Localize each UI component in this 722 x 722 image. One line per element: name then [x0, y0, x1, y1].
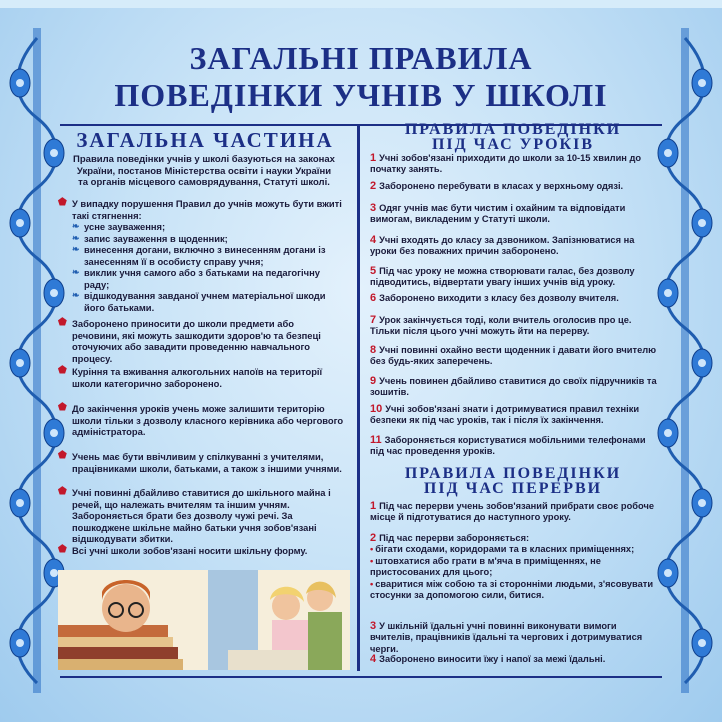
- break-forbidden-item: • сваритися між собою та зі сторонніми людьми, з'ясовувати стосунки за допомогою сили, битися.: [370, 578, 654, 601]
- bottom-divider: [60, 676, 662, 678]
- column-divider: [357, 126, 360, 671]
- lesson-rule: 7 Урок закінчується тоді, коли вчитель оголосив про це. Тільки після цього учні можуть йти на перерву.: [370, 314, 632, 337]
- break-rule: 4 Заборонено виносити їжу і напої за межі їдальні.: [370, 653, 606, 665]
- general-rule-3: ⬟ Куріння та вживання алкогольних напоїв на території школи категорично заборонено.: [58, 365, 323, 389]
- lesson-rule: 9 Учень повинен дбайливо ставитися до своїх підручників та зошитів.: [370, 375, 657, 398]
- lesson-rule: 4 Учні входять до класу за дзвоником. Запізнюватися на уроки без поважних причин заборонено.: [370, 234, 635, 257]
- poster-title-line2: ПОВЕДІНКИ УЧНІВ У ШКОЛІ: [114, 77, 608, 113]
- lesson-rule: 5 Під час уроку не можна створювати галас, без дозволу підводитись, відвертати увагу інших учнів від уроку.: [370, 265, 635, 288]
- breaks-heading-line2: ПІД ЧАС ПЕРЕРВИ: [423, 480, 603, 497]
- break-forbidden-item: • штовхатися або грати в м'яча в приміщеннях, не пристосованих для цього;: [370, 555, 601, 578]
- lesson-rule: 1 Учні зобов'язані приходити до школи за 10-15 хвилин до початку занять.: [370, 152, 642, 175]
- lesson-rule: 6 Заборонено виходити з класу без дозволу вчителя.: [370, 292, 619, 304]
- penalties-lead: У випадку порушення Правил до учнів можуть бути вжиті такі стягнення:: [72, 198, 342, 221]
- penalty-item: ❧ відшкодування завданої учнем матеріальної шкоди його батьками.: [72, 290, 326, 313]
- right-ornament: [654, 28, 716, 693]
- leaf-icon: ❧: [72, 290, 80, 300]
- leaf-icon: ❧: [72, 221, 80, 231]
- general-rule-6: ⬟ Учні повинні дбайливо ставитися до шкільного майна і речей, що належать вчителям та іншим учням. Забороняється брати без дозволу чужі речі. За пошкоджене шкільне майно батьки учня зобов'язані відшкодувати збитки.: [58, 486, 331, 544]
- general-intro: Правила поведінки учнів у школі базуються на законах України, постанов Міністерства освіти і науки України та органів місцевого самоврядування, Статуті школі.: [73, 154, 335, 188]
- students-photo: [58, 570, 350, 670]
- general-section-heading: ЗАГАЛЬНА ЧАСТИНА: [76, 128, 334, 152]
- penalty-item: ❧ запис зауваження в щоденник;: [72, 232, 228, 244]
- lesson-rule: 11 Забороняється користуватися мобільними телефонами під час проведення уроків.: [370, 434, 646, 457]
- red-gem-icon: ⬟: [58, 486, 67, 497]
- breaks-heading-line1: ПРАВИЛА ПОВЕДІНКИ: [404, 465, 622, 482]
- lessons-section-heading: [368, 122, 658, 152]
- break-rule: 1 Під час перерви учень зобов'язаний прибрати своє робоче місце й підготуватися до наступного уроку.: [370, 500, 655, 523]
- break-rule: 2 Під час перерви забороняється: • бігати сходами, коридорами та в класних приміщеннях; • штовхатися або грати в м'яча в приміщеннях, не пристосованих для цього; • сваритися між собою та зі сторонніми людьми, з'ясовувати стосунки за допомогою сили, битися.: [370, 533, 662, 601]
- leaf-icon: ❧: [72, 232, 80, 243]
- break-forbidden-item: • бігати сходами, коридорами та в класних приміщеннях;: [370, 544, 635, 555]
- lesson-rule: 3 Одяг учнів має бути чистим і охайним та відповідати вимогам, викладеним у Статуті школи.: [370, 202, 626, 225]
- red-gem-icon: ⬟: [58, 317, 67, 328]
- top-frame: [0, 0, 722, 8]
- leaf-icon: ❧: [72, 267, 80, 277]
- penalty-item: ❧ винесення догани, включно з винесенням догани із занесенням її в особисту справу учня;: [72, 244, 326, 267]
- poster-title-line1: ЗАГАЛЬНІ ПРАВИЛА: [189, 40, 533, 76]
- leaf-icon: ❧: [72, 244, 80, 254]
- general-rule-5: ⬟ Учень має бути ввічливим у спілкуванні з учителями, працівниками школи, батьками, а також з іншими учнями.: [58, 450, 342, 474]
- lesson-rule: 8 Учні повинні охайно вести щоденник і давати його вчителю без будь-яких заперечень.: [370, 344, 657, 367]
- penalty-item: ❧ виклик учня самого або з батьками на педагогічну раду;: [72, 267, 320, 290]
- red-gem-icon: ⬟: [58, 197, 67, 208]
- penalty-item: ❧ усне зауваження;: [72, 221, 166, 232]
- red-gem-icon: ⬟: [58, 402, 67, 413]
- lesson-rule: 2 Заборонено перебувати в класах у верхньому одязі.: [370, 180, 624, 192]
- red-gem-icon: ⬟: [58, 365, 67, 376]
- red-gem-icon: ⬟: [58, 450, 67, 461]
- general-rule-penalties: [58, 197, 344, 313]
- general-rule-7: ⬟ Всі учні школи зобов'язані носити шкільну форму.: [58, 544, 308, 556]
- lessons-heading-line2: ПІД ЧАС УРОКІВ: [431, 136, 595, 153]
- lesson-rule: 10 Учні зобов'язані знати і дотримуватися правил техніки безпеки як під час уроків, так і після їх закінчення.: [370, 403, 640, 426]
- general-rule-4: ⬟ До закінчення уроків учень може залишити територію школи тільки з дозволу класного керівника або чергового адміністратора.: [58, 402, 344, 437]
- breaks-section-heading: [368, 466, 658, 496]
- general-rule-2: ⬟ Заборонено приносити до школи предмети або речовини, які можуть зашкодити здоров'ю та безпеці оточуючих або завадити проведенню навчального процесу.: [58, 317, 321, 364]
- lessons-heading-line1: ПРАВИЛА ПОВЕДІНКИ: [404, 121, 622, 138]
- break-rule: 3 У шкільній їдальні учні повинні виконувати вимоги вчителів, працівників їдальні та чергових і дотримуватися черги.: [370, 620, 643, 654]
- red-gem-icon: ⬟: [58, 544, 67, 555]
